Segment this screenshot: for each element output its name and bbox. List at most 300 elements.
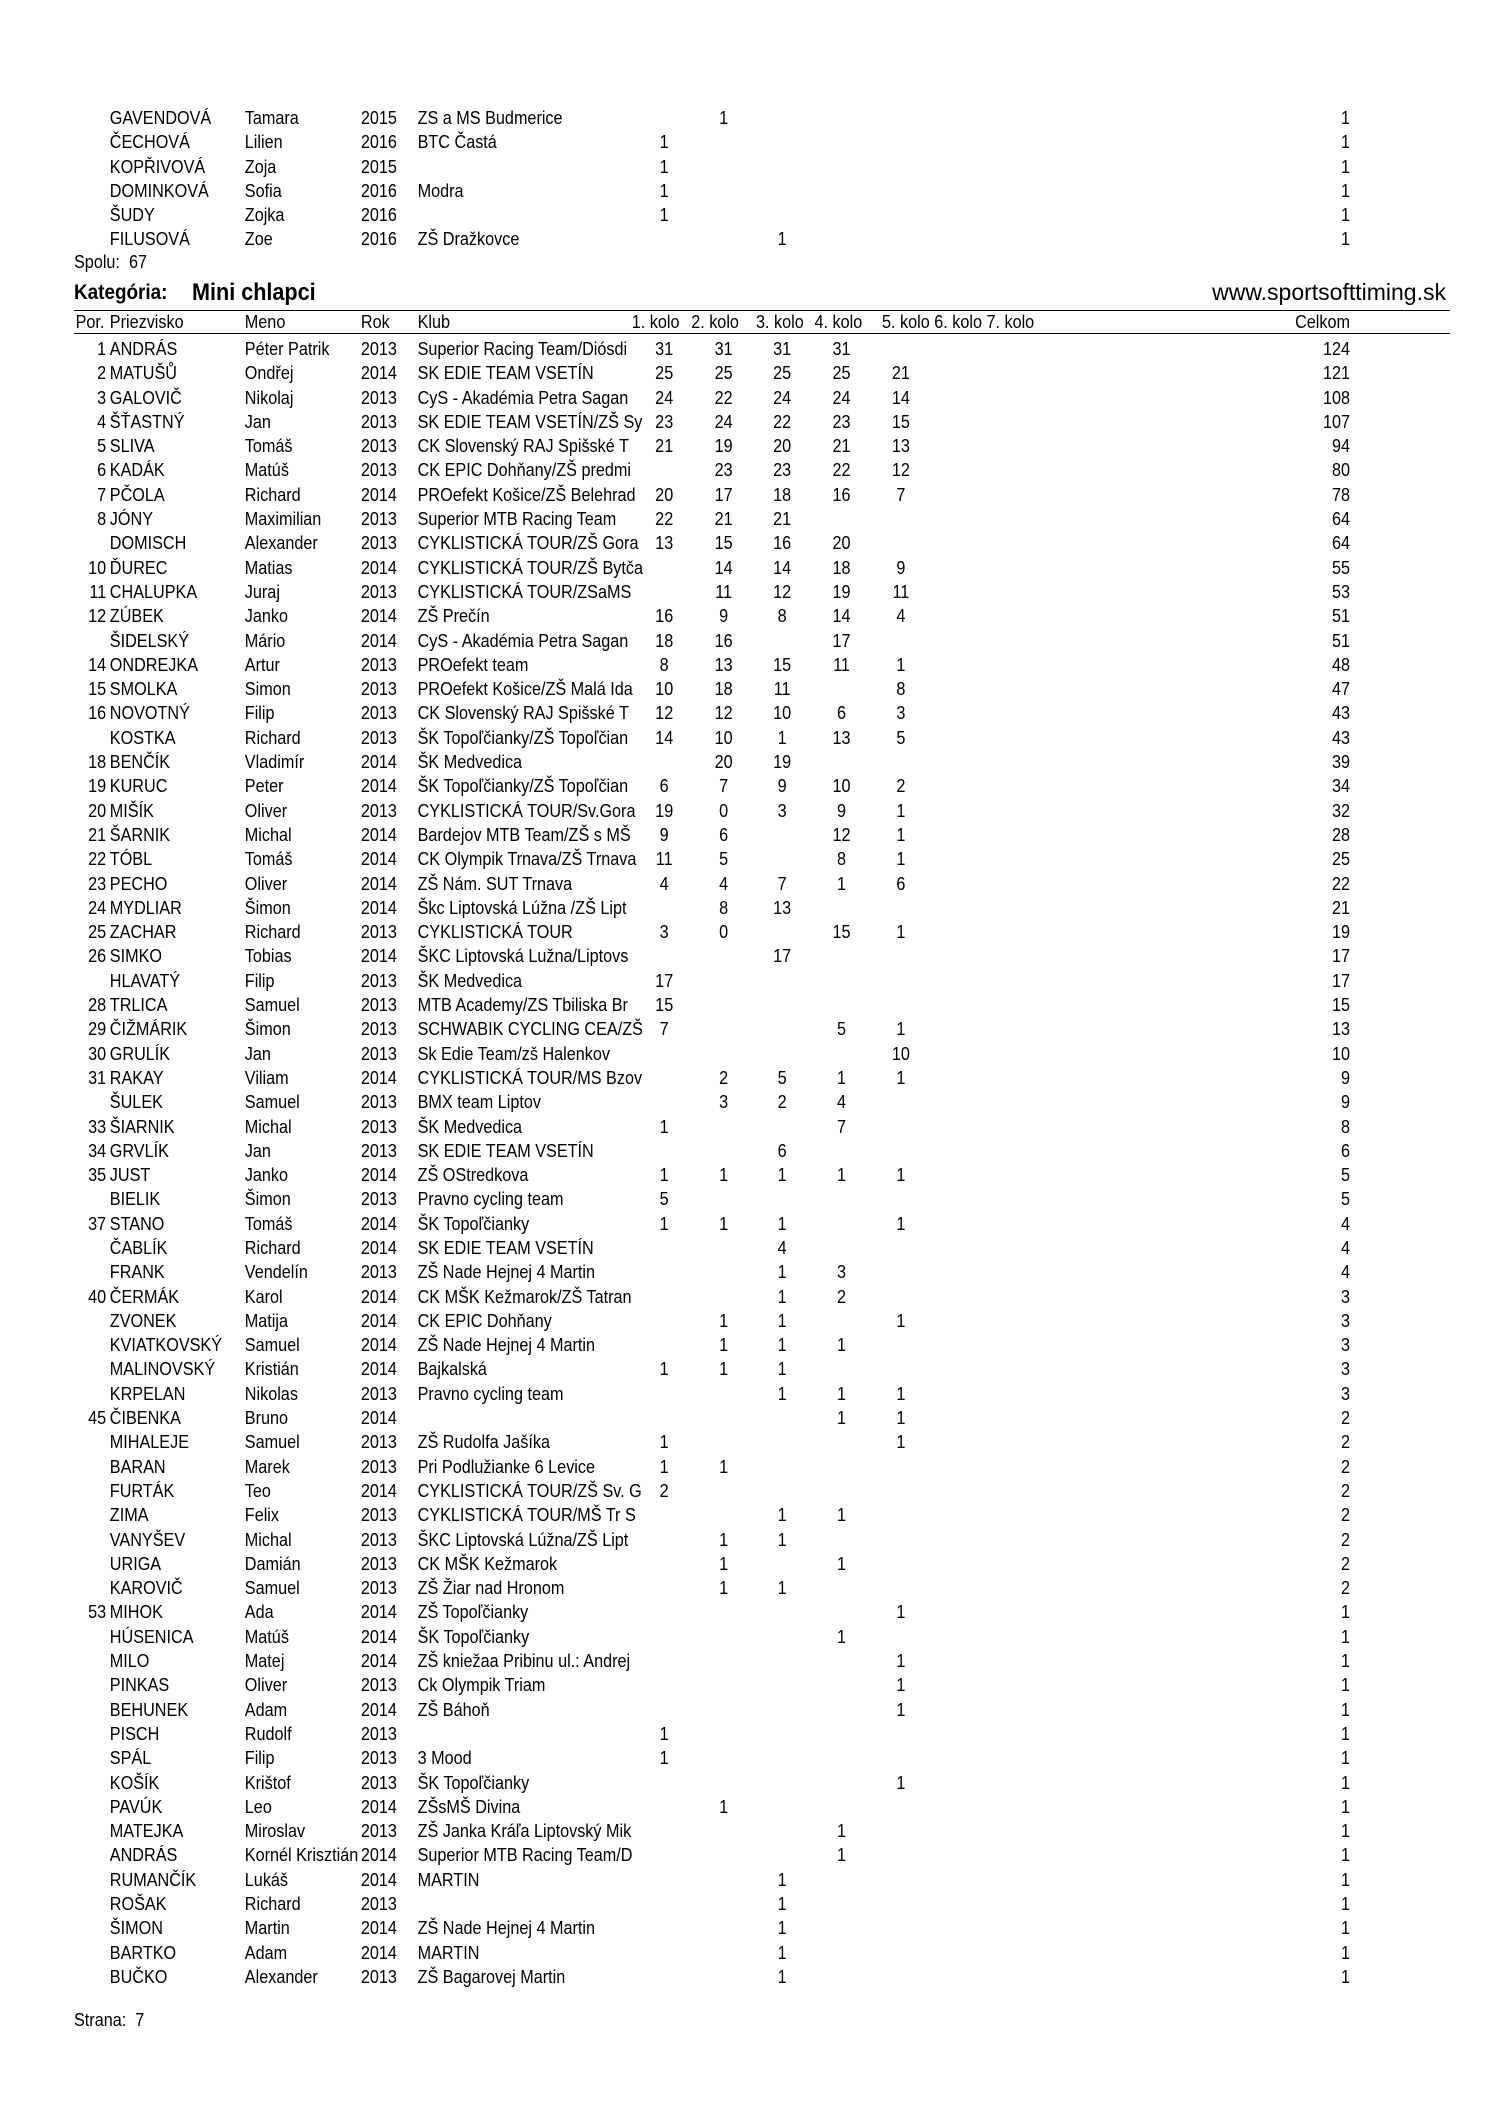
position-cell: 3 <box>97 387 107 408</box>
kolo-1-cell: 13 <box>655 533 674 554</box>
year-cell: 2013 <box>360 1019 397 1040</box>
total-cell: 1 <box>1340 1626 1350 1647</box>
total-cell: 4 <box>1340 1262 1350 1283</box>
kolo-1-cell: 7 <box>659 1019 669 1040</box>
kolo-4-cell: 9 <box>836 800 846 821</box>
total-cell: 1 <box>1340 1918 1350 1939</box>
table-row <box>0 1892 1350 1916</box>
club-cell: CK Slovenský RAJ Spišské T <box>417 703 629 724</box>
club-cell: SK EDIE TEAM VSETÍN/ZŠ Sy <box>417 411 643 432</box>
club-cell: CK EPIC Dohňany/ZŠ predmi <box>417 460 631 481</box>
year-cell: 2014 <box>360 1286 397 1307</box>
kolo-3-cell: 25 <box>773 363 792 384</box>
surname-cell: DOMISCH <box>109 533 187 554</box>
page-footer <box>74 2010 153 2031</box>
surname-cell: MYDLIAR <box>109 897 182 918</box>
total-cell: 21 <box>1331 897 1350 918</box>
position-cell: 10 <box>88 557 107 578</box>
kolo-2-cell: 11 <box>715 581 733 602</box>
kolo-5-cell: 1 <box>896 1310 906 1331</box>
table-row <box>0 920 1350 944</box>
kolo-3-cell: 1 <box>777 1310 787 1331</box>
first-name-cell: Michal <box>244 1116 292 1137</box>
kolo-4-cell: 17 <box>832 630 851 651</box>
surname-cell: BENČÍK <box>109 752 171 773</box>
club-cell: ŠK Medvedica <box>417 752 523 773</box>
surname-cell: ČERMÁK <box>109 1286 180 1307</box>
total-cell: 48 <box>1331 654 1350 675</box>
first-name-cell: Zoja <box>244 156 277 177</box>
club-cell: CYKLISTICKÁ TOUR/ZSaMS <box>417 581 632 602</box>
kolo-3-cell: 1 <box>777 1359 787 1380</box>
first-name-cell: Šimon <box>244 897 291 918</box>
total-cell: 43 <box>1331 727 1350 748</box>
position-cell: 37 <box>88 1213 107 1234</box>
table-row <box>0 483 1350 507</box>
surname-cell: MATUŠŮ <box>109 363 178 384</box>
surname-cell: URIGA <box>109 1553 162 1574</box>
kolo-2-cell: 12 <box>714 703 733 724</box>
first-name-cell: Zojka <box>244 205 285 226</box>
table-row <box>0 1528 1350 1552</box>
total-cell: 1 <box>1340 1845 1350 1866</box>
club-cell: PROefekt team <box>417 654 529 675</box>
surname-cell: JÓNY <box>109 509 154 530</box>
kolo-1-cell: 10 <box>655 679 674 700</box>
year-cell: 2014 <box>360 1602 397 1623</box>
first-name-cell: Samuel <box>244 1432 300 1453</box>
kolo-3-cell: 16 <box>773 533 792 554</box>
kolo-5-cell: 1 <box>896 1019 906 1040</box>
first-name-cell: Richard <box>244 484 301 505</box>
surname-cell: ŠARNIK <box>109 824 171 845</box>
kolo-5-cell: 15 <box>891 411 910 432</box>
club-cell: CYKLISTICKÁ TOUR <box>417 922 573 943</box>
category-name: Mini chlapci <box>192 279 316 306</box>
kolo-3-cell: 4 <box>777 1237 787 1258</box>
surname-cell: CHALUPKA <box>109 581 198 602</box>
kolo-3-cell: 1 <box>777 1213 787 1234</box>
first-name-cell: Kristián <box>244 1359 299 1380</box>
surname-cell: HLAVATÝ <box>109 970 181 991</box>
kolo-5-cell: 7 <box>896 484 906 505</box>
kolo-3-cell: 21 <box>773 509 792 530</box>
club-cell: MARTIN <box>417 1869 480 1890</box>
kolo-3-cell: 1 <box>777 1894 787 1914</box>
kolo-1-cell: 1 <box>659 156 669 177</box>
total-cell: 3 <box>1340 1286 1350 1307</box>
kolo-5-cell: 1 <box>896 1408 906 1429</box>
position-cell: 22 <box>88 849 107 870</box>
year-cell: 2014 <box>360 849 397 870</box>
first-name-cell: Tomáš <box>244 1213 293 1234</box>
first-name-cell: Samuel <box>244 1092 300 1113</box>
surname-cell: VANYŠEV <box>109 1529 186 1550</box>
total-cell: 9 <box>1340 1092 1350 1113</box>
table-row <box>0 556 1350 580</box>
year-cell: 2014 <box>360 1335 397 1356</box>
table-row <box>0 1382 1350 1406</box>
kolo-4-cell: 1 <box>836 1553 846 1574</box>
first-name-cell: Martin <box>244 1918 290 1939</box>
surname-cell: ZIMA <box>109 1505 149 1526</box>
surname-cell: KOSTKA <box>109 727 176 748</box>
first-name-cell: Oliver <box>244 1675 288 1696</box>
first-name-cell: Tamara <box>244 108 299 128</box>
club-cell: Superior MTB Racing Team <box>417 509 617 530</box>
year-cell: 2016 <box>360 229 397 250</box>
kolo-3-cell: 9 <box>777 776 787 797</box>
kolo-3-cell: 12 <box>773 581 792 602</box>
club-cell: CYKLISTICKÁ TOUR/MŠ Tr S <box>417 1505 636 1526</box>
club-cell: ŠK Medvedica <box>417 1116 523 1137</box>
total-cell: 17 <box>1331 970 1350 991</box>
kolo-3-cell: 15 <box>773 654 792 675</box>
first-name-cell: Oliver <box>244 800 288 821</box>
table-row <box>0 629 1350 653</box>
first-name-cell: Kornél Krisztián <box>244 1845 359 1866</box>
surname-cell: GRULÍK <box>109 1043 171 1064</box>
total-cell: 51 <box>1331 630 1350 651</box>
first-name-cell: Richard <box>244 922 301 943</box>
kolo-4-cell: 22 <box>832 460 851 481</box>
first-name-cell: Damián <box>244 1553 301 1574</box>
table-row <box>0 726 1350 750</box>
first-name-cell: Lukáš <box>244 1869 289 1890</box>
position-cell: 12 <box>88 606 107 627</box>
year-cell: 2013 <box>360 460 397 481</box>
club-cell: ZŠ OStredkova <box>417 1165 529 1186</box>
club-cell: ZŠ Rudolfa Jašíka <box>417 1432 550 1453</box>
first-name-cell: Filip <box>244 703 275 724</box>
club-cell: ŠK Medvedica <box>417 970 523 991</box>
surname-cell: BEHUNEK <box>109 1699 189 1720</box>
total-cell: 19 <box>1331 922 1350 943</box>
total-cell: 43 <box>1331 703 1350 724</box>
kolo-4-cell: 7 <box>836 1116 846 1137</box>
kolo-1-cell: 12 <box>655 703 674 724</box>
surname-cell: ZVONEK <box>109 1310 177 1331</box>
club-cell: ŠK Topoľčianky <box>417 1213 530 1234</box>
col-header-kolo2: 2. kolo <box>691 312 739 332</box>
surname-cell: SIMKO <box>109 946 163 967</box>
kolo-5-cell: 13 <box>891 436 910 457</box>
club-cell: ZŠsMŠ Divina <box>417 1796 521 1817</box>
kolo-2-cell: 8 <box>719 897 729 918</box>
kolo-1-cell: 2 <box>659 1480 669 1501</box>
position-cell: 15 <box>88 679 107 700</box>
year-cell: 2013 <box>360 679 397 700</box>
surname-cell: GAVENDOVÁ <box>109 108 212 128</box>
year-cell: 2013 <box>360 727 397 748</box>
year-cell: 2014 <box>360 606 397 627</box>
kolo-1-cell: 14 <box>655 727 674 748</box>
kolo-4-cell: 16 <box>832 484 851 505</box>
table-row <box>0 434 1350 458</box>
year-cell: 2013 <box>360 1821 397 1842</box>
surname-cell: TRLICA <box>109 995 168 1016</box>
club-cell: Superior MTB Racing Team/D <box>417 1845 633 1866</box>
kolo-3-cell: 10 <box>773 703 792 724</box>
surname-cell: JUST <box>109 1165 151 1186</box>
table-row <box>0 1722 1350 1746</box>
kolo-4-cell: 1 <box>836 873 846 894</box>
surname-cell: BARTKO <box>109 1942 177 1963</box>
table-row <box>0 1139 1350 1163</box>
club-cell: ZŠ Nám. SUT Trnava <box>417 873 573 894</box>
total-cell: 2 <box>1340 1432 1350 1453</box>
club-cell: CYKLISTICKÁ TOUR/ZŠ Gora <box>417 533 639 554</box>
total-cell: 94 <box>1331 436 1350 457</box>
club-cell: MARTIN <box>417 1942 480 1963</box>
total-cell: 64 <box>1331 533 1350 554</box>
total-cell: 2 <box>1340 1505 1350 1526</box>
club-cell: ZŠ kniežaa Pribinu ul.: Andrej <box>417 1651 631 1672</box>
total-cell: 1 <box>1340 1942 1350 1963</box>
kolo-2-cell: 14 <box>714 557 733 578</box>
website-link[interactable]: www.sportsofttiming.sk <box>1212 279 1446 305</box>
kolo-2-cell: 10 <box>714 727 733 748</box>
year-cell: 2013 <box>360 970 397 991</box>
surname-cell: ČECHOVÁ <box>109 132 190 153</box>
kolo-3-cell: 8 <box>777 606 787 627</box>
kolo-1-cell: 1 <box>659 205 669 226</box>
col-header-kolo5-7: 5. kolo 6. kolo 7. kolo <box>882 312 1035 332</box>
year-cell: 2014 <box>360 1067 397 1088</box>
kolo-4-cell: 2 <box>836 1286 846 1307</box>
kolo-5-cell: 2 <box>896 776 906 797</box>
surname-cell: BUČKO <box>109 1966 168 1987</box>
kolo-1-cell: 19 <box>655 800 674 821</box>
kolo-5-cell: 4 <box>896 606 906 627</box>
first-name-cell: Rudolf <box>244 1723 292 1744</box>
kolo-1-cell: 1 <box>659 1748 669 1769</box>
total-cell: 108 <box>1322 387 1350 408</box>
year-cell: 2014 <box>360 1237 397 1258</box>
table-row <box>0 1819 1350 1843</box>
surname-cell: DOMINKOVÁ <box>109 180 209 201</box>
year-cell: 2013 <box>360 411 397 432</box>
kolo-3-cell: 7 <box>777 873 787 894</box>
table-row <box>0 1503 1350 1527</box>
kolo-2-cell: 16 <box>714 630 733 651</box>
kolo-3-cell: 20 <box>773 436 792 457</box>
position-cell: 34 <box>88 1140 107 1161</box>
year-cell: 2013 <box>360 1262 397 1283</box>
first-name-cell: Samuel <box>244 1335 300 1356</box>
year-cell: 2013 <box>360 1578 397 1599</box>
surname-cell: GRVLÍK <box>109 1140 169 1161</box>
table-row <box>0 1843 1350 1867</box>
year-cell: 2013 <box>360 1189 397 1210</box>
total-cell: 1 <box>1340 1796 1350 1817</box>
surname-cell: ROŠAK <box>109 1894 167 1914</box>
kolo-5-cell: 10 <box>891 1043 910 1064</box>
kolo-3-cell: 23 <box>773 460 792 481</box>
first-name-cell: Adam <box>244 1699 288 1720</box>
kolo-3-cell: 1 <box>777 1966 787 1987</box>
surname-cell: ĎUREC <box>109 557 168 578</box>
total-cell: 121 <box>1322 363 1350 384</box>
kolo-1-cell: 25 <box>655 363 674 384</box>
year-cell: 2016 <box>360 205 397 226</box>
kolo-2-cell: 0 <box>719 922 729 943</box>
year-cell: 2013 <box>360 1140 397 1161</box>
kolo-2-cell: 9 <box>719 606 729 627</box>
kolo-4-cell: 1 <box>836 1383 846 1404</box>
kolo-1-cell: 1 <box>659 1456 669 1477</box>
year-cell: 2013 <box>360 1675 397 1696</box>
table-row <box>0 1698 1350 1722</box>
surname-cell: FURTÁK <box>109 1480 175 1501</box>
first-name-cell: Zoe <box>244 229 273 250</box>
surname-cell: SLIVA <box>109 436 155 457</box>
table-row <box>0 1455 1350 1479</box>
first-name-cell: Samuel <box>244 1578 300 1599</box>
club-cell: ZŠ Nade Hejnej 4 Martin <box>417 1262 595 1283</box>
table-row <box>0 1066 1350 1090</box>
category-label: Kategória: <box>74 281 168 304</box>
kolo-2-cell: 15 <box>714 533 733 554</box>
year-cell: 2014 <box>360 1408 397 1429</box>
kolo-5-cell: 3 <box>896 703 906 724</box>
previous-category-rows <box>0 106 1500 252</box>
kolo-2-cell: 31 <box>714 339 733 359</box>
total-cell: 3 <box>1340 1383 1350 1404</box>
table-row <box>0 106 1350 130</box>
kolo-5-cell: 1 <box>896 1602 906 1623</box>
kolo-2-cell: 1 <box>719 1359 729 1380</box>
total-cell: 17 <box>1331 946 1350 967</box>
surname-cell: ZÚBEK <box>109 606 164 627</box>
total-cell: 25 <box>1331 849 1350 870</box>
kolo-2-cell: 25 <box>714 363 733 384</box>
club-cell: CYKLISTICKÁ TOUR/Sv.Gora <box>417 800 636 821</box>
kolo-5-cell: 6 <box>896 873 906 894</box>
position-cell: 53 <box>88 1602 107 1623</box>
first-name-cell: Filip <box>244 1748 275 1769</box>
first-name-cell: Simon <box>244 679 291 700</box>
kolo-4-cell: 15 <box>832 922 851 943</box>
club-cell: Ck Olympik Triam <box>417 1675 546 1696</box>
table-row <box>0 531 1350 555</box>
kolo-4-cell: 6 <box>836 703 846 724</box>
kolo-1-cell: 21 <box>655 436 674 457</box>
year-cell: 2014 <box>360 1213 397 1234</box>
club-cell: SK EDIE TEAM VSETÍN <box>417 363 594 384</box>
position-cell: 19 <box>88 776 107 797</box>
col-header-club: Klub <box>417 312 451 332</box>
col-header-kolo3: 3. kolo <box>756 312 804 332</box>
table-row <box>0 337 1350 361</box>
kolo-2-cell: 6 <box>719 824 729 845</box>
page-number: 7 <box>135 2010 145 2030</box>
surname-cell: PAVÚK <box>109 1796 163 1817</box>
table-row <box>0 1285 1350 1309</box>
first-name-cell: Felix <box>244 1505 280 1526</box>
position-cell: 7 <box>97 484 107 505</box>
club-cell: CK MŠK Kežmarok/ZŠ Tatran <box>417 1286 632 1307</box>
table-row <box>0 1771 1350 1795</box>
table-row <box>0 1090 1350 1114</box>
table-row <box>0 604 1350 628</box>
kolo-4-cell: 1 <box>836 1505 846 1526</box>
kolo-1-cell: 24 <box>655 387 674 408</box>
table-row <box>0 1576 1350 1600</box>
total-cell: 5 <box>1340 1189 1350 1210</box>
year-cell: 2013 <box>360 922 397 943</box>
kolo-1-cell: 1 <box>659 1432 669 1453</box>
club-cell: ŠKC Liptovská Lúžna/ZŠ Lipt <box>417 1529 629 1550</box>
surname-cell: ŠIDELSKÝ <box>109 630 190 651</box>
club-cell: CyS - Akadémia Petra Sagan <box>417 630 629 651</box>
year-cell: 2014 <box>360 1651 397 1672</box>
year-cell: 2014 <box>360 873 397 894</box>
surname-cell: RUMANČÍK <box>109 1869 197 1890</box>
total-cell: 2 <box>1340 1529 1350 1550</box>
club-cell: CK MŠK Kežmarok <box>417 1553 558 1574</box>
club-cell: 3 Mood <box>417 1748 472 1769</box>
surname-cell: PECHO <box>109 873 168 894</box>
year-cell: 2014 <box>360 1942 397 1963</box>
year-cell: 2013 <box>360 533 397 554</box>
kolo-1-cell: 15 <box>655 995 674 1016</box>
table-row <box>0 1357 1350 1381</box>
first-name-cell: Viliam <box>244 1067 289 1088</box>
surname-cell: KADÁK <box>109 460 165 481</box>
club-cell: ZŠ Báhoň <box>417 1699 490 1720</box>
kolo-3-cell: 1 <box>777 1383 787 1404</box>
year-cell: 2014 <box>360 752 397 773</box>
year-cell: 2013 <box>360 509 397 530</box>
table-row <box>0 1868 1350 1892</box>
total-cell: 1 <box>1340 1748 1350 1769</box>
first-name-cell: Janko <box>244 606 289 627</box>
total-cell: 15 <box>1331 995 1350 1016</box>
kolo-2-cell: 1 <box>719 108 729 128</box>
total-cell: 47 <box>1331 679 1350 700</box>
total-cell: 2 <box>1340 1456 1350 1477</box>
kolo-3-cell: 1 <box>777 229 787 250</box>
surname-cell: ANDRÁS <box>109 339 178 359</box>
year-cell: 2014 <box>360 1359 397 1380</box>
table-row <box>0 507 1350 531</box>
surname-cell: PČOLA <box>109 484 165 505</box>
col-header-name: Meno <box>244 312 286 332</box>
results-table <box>0 337 1500 1989</box>
club-cell: CK EPIC Dohňany <box>417 1310 552 1331</box>
position-cell: 33 <box>88 1116 107 1137</box>
total-cell: 6 <box>1340 1140 1350 1161</box>
position-cell: 2 <box>97 363 107 384</box>
year-cell: 2013 <box>360 1553 397 1574</box>
kolo-4-cell: 1 <box>836 1067 846 1088</box>
year-cell: 2015 <box>360 108 397 128</box>
kolo-4-cell: 1 <box>836 1626 846 1647</box>
first-name-cell: Matias <box>244 557 293 578</box>
position-cell: 30 <box>88 1043 107 1064</box>
total-cell: 1 <box>1340 1894 1350 1914</box>
year-cell: 2014 <box>360 1310 397 1331</box>
year-cell: 2013 <box>360 1723 397 1744</box>
kolo-2-cell: 2 <box>719 1067 729 1088</box>
kolo-5-cell: 1 <box>896 1432 906 1453</box>
col-header-kolo1: 1. kolo <box>631 312 680 332</box>
kolo-1-cell: 1 <box>659 1165 669 1186</box>
first-name-cell: Tomáš <box>244 849 293 870</box>
spolu-value: 67 <box>128 252 147 272</box>
table-row <box>0 896 1350 920</box>
